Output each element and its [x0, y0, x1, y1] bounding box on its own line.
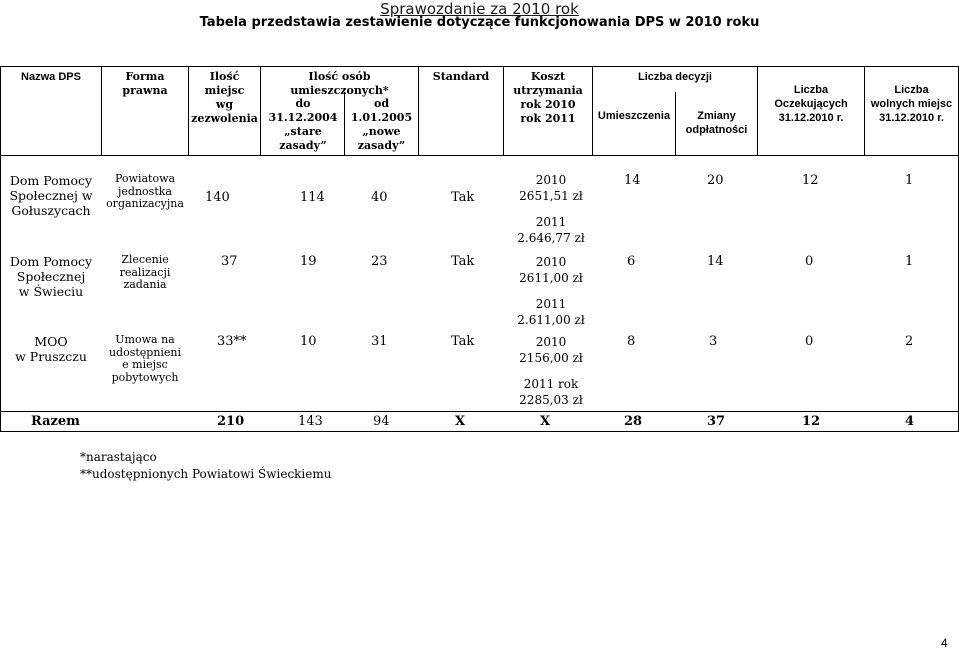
- table-row-3-oczekujacych: 8: [627, 334, 636, 349]
- col-header-koszt: Koszt utrzymania rok 2010 rok 2011: [513, 70, 583, 125]
- table-row-2-umieszczenia: 14: [707, 254, 724, 269]
- table-row-2-oczekujacych: 6: [627, 254, 636, 269]
- table-row-3-zmiany: 0: [805, 334, 814, 349]
- table-row-1-umieszczenia: 20: [707, 173, 724, 188]
- total-col-a: 28: [624, 414, 643, 429]
- total-koszt: X: [540, 414, 551, 429]
- table-row-1-od-2005: 40: [371, 190, 388, 205]
- table-row-3-cost: 2010 2156,00 zł 2011 rok 2285,03 zł: [519, 335, 583, 407]
- table-row-1-oczekujacych: 14: [624, 173, 641, 188]
- table-row-3-form: Umowa na udostępnieni e miejsc pobytowych: [108, 333, 182, 384]
- table-row-2-standard: Tak: [451, 254, 475, 269]
- total-miejsca: 210: [217, 414, 245, 429]
- col-header-wolnych: Liczba wolnych miejsc 31.12.2010 r.: [870, 84, 953, 124]
- col-header-forma: Forma prawna: [122, 70, 168, 97]
- col-header-od-2005: od 1.01.2005 „nowe zasady”: [350, 97, 413, 152]
- table-row-2-name: Dom Pomocy Społecznej w Świeciu: [9, 254, 93, 299]
- col-header-nazwa: Nazwa DPS: [21, 71, 81, 83]
- total-do-2004: 143: [298, 414, 323, 429]
- table-row-3-do-2004: 10: [300, 334, 317, 349]
- table-row-3-miejsca: 33**: [217, 334, 247, 349]
- table-row-2-form: Zlecenie realizacji zadania: [119, 253, 171, 291]
- col-header-ilosc-miejsc: Ilość miejsc wg zezwolenia: [191, 70, 258, 125]
- header-divider: [0, 155, 959, 156]
- total-col-d: 4: [905, 414, 915, 429]
- table-row-2-do-2004: 19: [300, 254, 317, 269]
- table-row-3-wolnych: 2: [905, 334, 914, 349]
- table-row-1-miejsca: 140: [205, 190, 230, 205]
- page-number: 4: [941, 636, 948, 650]
- page-subtitle: Tabela przedstawia zestawienie dotyczące funkcjonowania DPS w 2010 roku: [199, 15, 760, 30]
- table-row-2-od-2005: 23: [371, 254, 388, 269]
- col-header-do-2004: do 31.12.2004 „stare zasady”: [268, 97, 338, 152]
- table-row-2-zmiany: 0: [805, 254, 814, 269]
- total-label: Razem: [31, 414, 80, 429]
- table-row-1-cost: 2010 2651,51 zł 2011 2.646,77 zł: [517, 173, 585, 245]
- table-row-1-form: Powiatowa jednostka organizacyjna: [106, 172, 184, 210]
- table-border-top: [0, 66, 959, 67]
- table-row-1-wolnych: 1: [905, 173, 914, 188]
- table-row-1-zmiany: 12: [802, 173, 819, 188]
- footnote-1: *narastająco: [80, 450, 157, 464]
- table-row-2-miejsca: 37: [221, 254, 238, 269]
- dps-table: [0, 66, 959, 432]
- total-col-b: 37: [707, 414, 726, 429]
- col-header-ilosc-osob: Ilość osób umieszczonych*: [290, 70, 389, 97]
- table-row-3-name: MOO w Pruszczu: [15, 334, 87, 364]
- table-row-3-standard: Tak: [451, 334, 475, 349]
- col-header-zmiany: Zmiany odpłatności: [685, 110, 748, 136]
- table-row-2-wolnych: 1: [905, 254, 914, 269]
- table-row-1-standard: Tak: [451, 190, 475, 205]
- table-row-2-cost: 2010 2611,00 zł 2011 2.611,00 zł: [517, 255, 585, 327]
- footnote-2: **udostępnionych Powiatowi Świeckiemu: [80, 467, 332, 481]
- col-header-standard: Standard: [432, 70, 490, 83]
- table-row-3-od-2005: 31: [371, 334, 388, 349]
- table-row-3-umieszczenia: 3: [709, 334, 718, 349]
- col-header-oczekujacych: Liczba Oczekujących 31.12.2010 r.: [774, 84, 848, 124]
- table-row-1-do-2004: 114: [300, 190, 325, 205]
- table-border-left: [0, 66, 1, 432]
- total-row-divider: [0, 411, 959, 412]
- total-od-2005: 94: [373, 414, 390, 429]
- col-header-umieszczenia: Umieszczenia: [597, 110, 671, 122]
- total-standard: X: [455, 414, 466, 429]
- page-title: Sprawozdanie za 2010 rok: [380, 0, 579, 18]
- table-border-bottom: [0, 431, 959, 432]
- col-header-decyzje: Liczba decyzji: [638, 71, 712, 83]
- total-col-c: 12: [802, 414, 821, 429]
- table-row-1-name: Dom Pomocy Społecznej w Gołuszycach: [9, 173, 93, 218]
